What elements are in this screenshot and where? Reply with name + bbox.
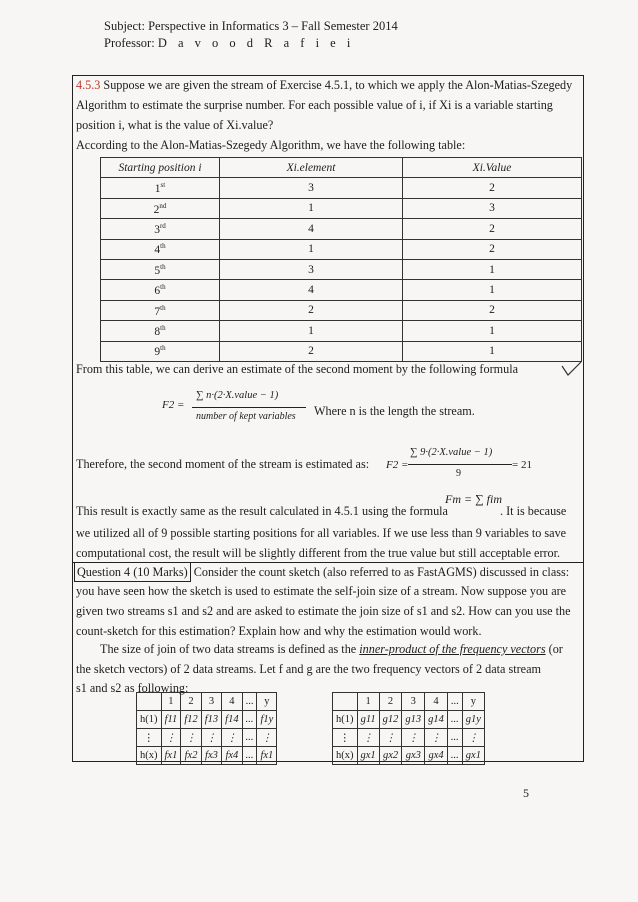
table-cell: y: [257, 693, 277, 711]
position-number: 1: [154, 183, 161, 195]
question-line-3: given two streams s1 and s2 and are asked to estimate the join size of s1 and s2. How can you use the: [76, 604, 571, 618]
exercise-line-2: Algorithm to estimate the surprise number. For each possible value of i, if Xi is a variable starting: [76, 98, 553, 112]
cell-element: 4: [220, 219, 403, 239]
cell-element: 2: [220, 341, 403, 361]
fm-formula: Fm = ∑ fim: [445, 492, 502, 506]
question-text-1: Consider the count sketch (also referred to as FastAGMS) discussed in class:: [190, 565, 570, 579]
header-value: Xi.Value: [403, 158, 582, 178]
cell-value: 2: [403, 178, 582, 198]
table-cell: f1y: [257, 711, 277, 729]
position-suffix: th: [160, 303, 166, 312]
table-cell: ...: [242, 747, 257, 765]
table-cell: 1: [161, 693, 181, 711]
f2-lhs: F2 =: [162, 399, 185, 411]
answer-text-1a: The size of join of two data streams is defined as the: [100, 642, 357, 656]
position-suffix: th: [160, 242, 166, 251]
estimate-numerator: ∑ 9·(2·X.value − 1): [410, 447, 493, 458]
table-cell: h(1): [137, 711, 162, 729]
frequency-table-g: [332, 692, 485, 765]
f2-numerator: ∑ n·(2·X.value − 1): [196, 390, 279, 401]
position-suffix: th: [160, 262, 166, 271]
table-cell: g14: [425, 711, 448, 729]
table-row: [137, 693, 277, 711]
cell-value: 1: [403, 341, 582, 361]
table-cell: g11: [357, 711, 379, 729]
position-number: 9: [154, 346, 161, 359]
table-cell: fx4: [222, 747, 242, 765]
same-result-line-3: computational cost, the result will be slightly different from the true value but still acceptable error.: [76, 546, 561, 560]
handwritten-check-mark: [560, 360, 584, 380]
table-row: [101, 341, 582, 361]
cell-element: 2: [220, 300, 403, 320]
table-row: [333, 747, 485, 765]
table-cell: ...: [447, 729, 462, 747]
table-row: [101, 300, 582, 320]
table-cell: ⋮: [462, 729, 484, 747]
exercise-text-1: Suppose we are given the stream of Exercise 4.5.1, to which we apply the Alon-Matias-Szegedy: [103, 78, 573, 92]
inner-product-phrase: inner-product of the frequency vectors: [359, 642, 546, 656]
table-cell: gx1: [357, 747, 379, 765]
cell-position: [101, 321, 220, 341]
table-cell: [333, 693, 358, 711]
estimate-result: = 21: [512, 459, 532, 471]
derivation-intro: From this table, we can derive an estimate of the second moment by the following formula: [76, 362, 519, 376]
cell-position: [101, 219, 220, 239]
cell-position: [101, 341, 220, 361]
table-row: [101, 280, 582, 300]
cell-value: 1: [403, 321, 582, 341]
position-suffix: th: [160, 283, 166, 292]
cell-position: [101, 259, 220, 279]
cell-value: 1: [403, 259, 582, 279]
question-label: Question 4 (10 Marks): [74, 562, 191, 582]
table-row: [101, 239, 582, 259]
professor-name: D a v o o d R a f i e i: [157, 36, 355, 50]
position-number: 2: [153, 203, 160, 216]
table-row: [333, 711, 485, 729]
table-cell: gx1: [462, 747, 484, 765]
cell-value: 2: [403, 219, 582, 239]
cell-value: 1: [403, 280, 582, 300]
exercise-line-4: According to the Alon-Matias-Szegedy Algorithm, we have the following table:: [76, 138, 466, 152]
table-cell: 3: [402, 693, 425, 711]
answer-line-1: [100, 640, 563, 658]
cell-position: [101, 178, 220, 198]
table-row: [333, 729, 485, 747]
table-cell: ...: [447, 693, 462, 711]
table-row: [101, 321, 582, 341]
header-starting-position: Starting position i: [101, 158, 220, 178]
table-cell: ⋮: [257, 729, 277, 747]
table-row: [101, 219, 582, 239]
table-cell: ⋮: [357, 729, 379, 747]
table-row: [101, 198, 582, 218]
estimate-denominator: 9: [456, 468, 461, 479]
where-text: Where n is the length the stream.: [314, 404, 475, 418]
question-line-1: [74, 562, 569, 582]
table-cell: fx2: [181, 747, 201, 765]
cell-element: 3: [220, 178, 403, 198]
cell-position: [101, 300, 220, 320]
table-cell: f11: [161, 711, 181, 729]
table-cell: y: [462, 693, 484, 711]
table-row: [137, 711, 277, 729]
professor-label: Professor:: [104, 36, 155, 50]
table-cell: ⋮: [161, 729, 181, 747]
table-cell: gx4: [425, 747, 448, 765]
estimate-lhs: F2 =: [386, 459, 409, 471]
table-cell: ⋮: [333, 729, 358, 747]
answer-line-2: the sketch vectors) of 2 data streams. Let f and g are the two frequency vectors of 2 data stream: [76, 662, 541, 676]
cell-position: [101, 239, 220, 259]
table-row: [333, 693, 485, 711]
table-cell: ⋮: [402, 729, 425, 747]
cell-element: 4: [220, 280, 403, 300]
table-cell: fx1: [257, 747, 277, 765]
cell-position: [101, 280, 220, 300]
answer-line-3: s1 and s2 as following:: [76, 681, 189, 695]
exercise-line-3: position i, what is the value of Xi.value?: [76, 118, 274, 132]
table-header-row: [101, 158, 582, 178]
same-result-line-2: we utilized all of 9 possible starting positions for all variables. If we use less than 9 variables to save: [76, 526, 567, 540]
f2-denominator: number of kept variables: [196, 411, 296, 422]
table-cell: ⋮: [137, 729, 162, 747]
table-cell: fx1: [161, 747, 181, 765]
table-cell: h(x): [333, 747, 358, 765]
table-cell: ...: [447, 711, 462, 729]
position-number: 5: [154, 264, 161, 277]
therefore-text: Therefore, the second moment of the stream is estimated as:: [76, 457, 370, 471]
table-cell: ...: [447, 747, 462, 765]
cell-value: 3: [403, 198, 582, 218]
cell-position: [101, 198, 220, 218]
table-cell: ⋮: [425, 729, 448, 747]
cell-element: 1: [220, 321, 403, 341]
table-cell: ⋮: [379, 729, 402, 747]
table-row: [101, 178, 582, 198]
question-line-4: count-sketch for this estimation? Explain how and why the estimation would work.: [76, 624, 482, 638]
table-row: [137, 729, 277, 747]
table-cell: 2: [181, 693, 201, 711]
cell-element: 3: [220, 259, 403, 279]
ams-table: [100, 157, 582, 362]
exercise-number: 4.5.3: [76, 78, 101, 92]
table-cell: g1y: [462, 711, 484, 729]
position-suffix: th: [160, 323, 166, 332]
cell-element: 1: [220, 239, 403, 259]
question-line-2: you have seen how the sketch is used to estimate the self-join size of a stream. Now suppose you are: [76, 584, 567, 598]
table-cell: g13: [402, 711, 425, 729]
position-number: 7: [154, 305, 161, 318]
table-cell: fx3: [201, 747, 221, 765]
document-header: [104, 18, 398, 52]
same-result-text-a: This result is exactly same as the result calculated in 4.5.1 using the formula: [76, 504, 448, 518]
answer-text-1b: (or: [548, 642, 563, 656]
table-cell: 4: [222, 693, 242, 711]
table-cell: ...: [242, 711, 257, 729]
estimate-fraction-bar: [408, 464, 512, 465]
table-cell: ⋮: [181, 729, 201, 747]
table-cell: gx3: [402, 747, 425, 765]
table-cell: f14: [222, 711, 242, 729]
table-cell: f13: [201, 711, 221, 729]
f2-fraction-bar: [192, 407, 306, 408]
table-cell: ⋮: [201, 729, 221, 747]
table-cell: 4: [425, 693, 448, 711]
table-row: [101, 259, 582, 279]
table-cell: 1: [357, 693, 379, 711]
table-cell: ...: [242, 693, 257, 711]
table-row: [137, 747, 277, 765]
position-number: 4: [154, 244, 161, 257]
position-number: 8: [154, 325, 161, 338]
table-cell: gx2: [379, 747, 402, 765]
position-suffix: th: [160, 344, 166, 353]
table-cell: 2: [379, 693, 402, 711]
same-result-line-1: [76, 502, 448, 520]
frequency-table-f: [136, 692, 277, 765]
same-result-tail: . It is because: [500, 504, 567, 518]
position-suffix: rd: [159, 221, 166, 230]
cell-element: 1: [220, 198, 403, 218]
table-cell: f12: [181, 711, 201, 729]
position-number: 3: [154, 223, 160, 236]
position-suffix: nd: [159, 201, 167, 210]
position-number: 6: [154, 284, 161, 297]
exercise-line-1: [76, 76, 572, 94]
header-element: Xi.element: [220, 158, 403, 178]
professor-line: [104, 35, 398, 52]
page-number: 5: [523, 786, 529, 800]
table-cell: ⋮: [222, 729, 242, 747]
position-suffix: st: [160, 181, 166, 190]
subject-line: Subject: Perspective in Informatics 3 – Fall Semester 2014: [104, 19, 398, 33]
cell-value: 2: [403, 300, 582, 320]
table-cell: 3: [201, 693, 221, 711]
table-cell: ...: [242, 729, 257, 747]
cell-value: 2: [403, 239, 582, 259]
table-cell: h(x): [137, 747, 162, 765]
table-cell: h(1): [333, 711, 358, 729]
table-cell: [137, 693, 162, 711]
table-cell: g12: [379, 711, 402, 729]
